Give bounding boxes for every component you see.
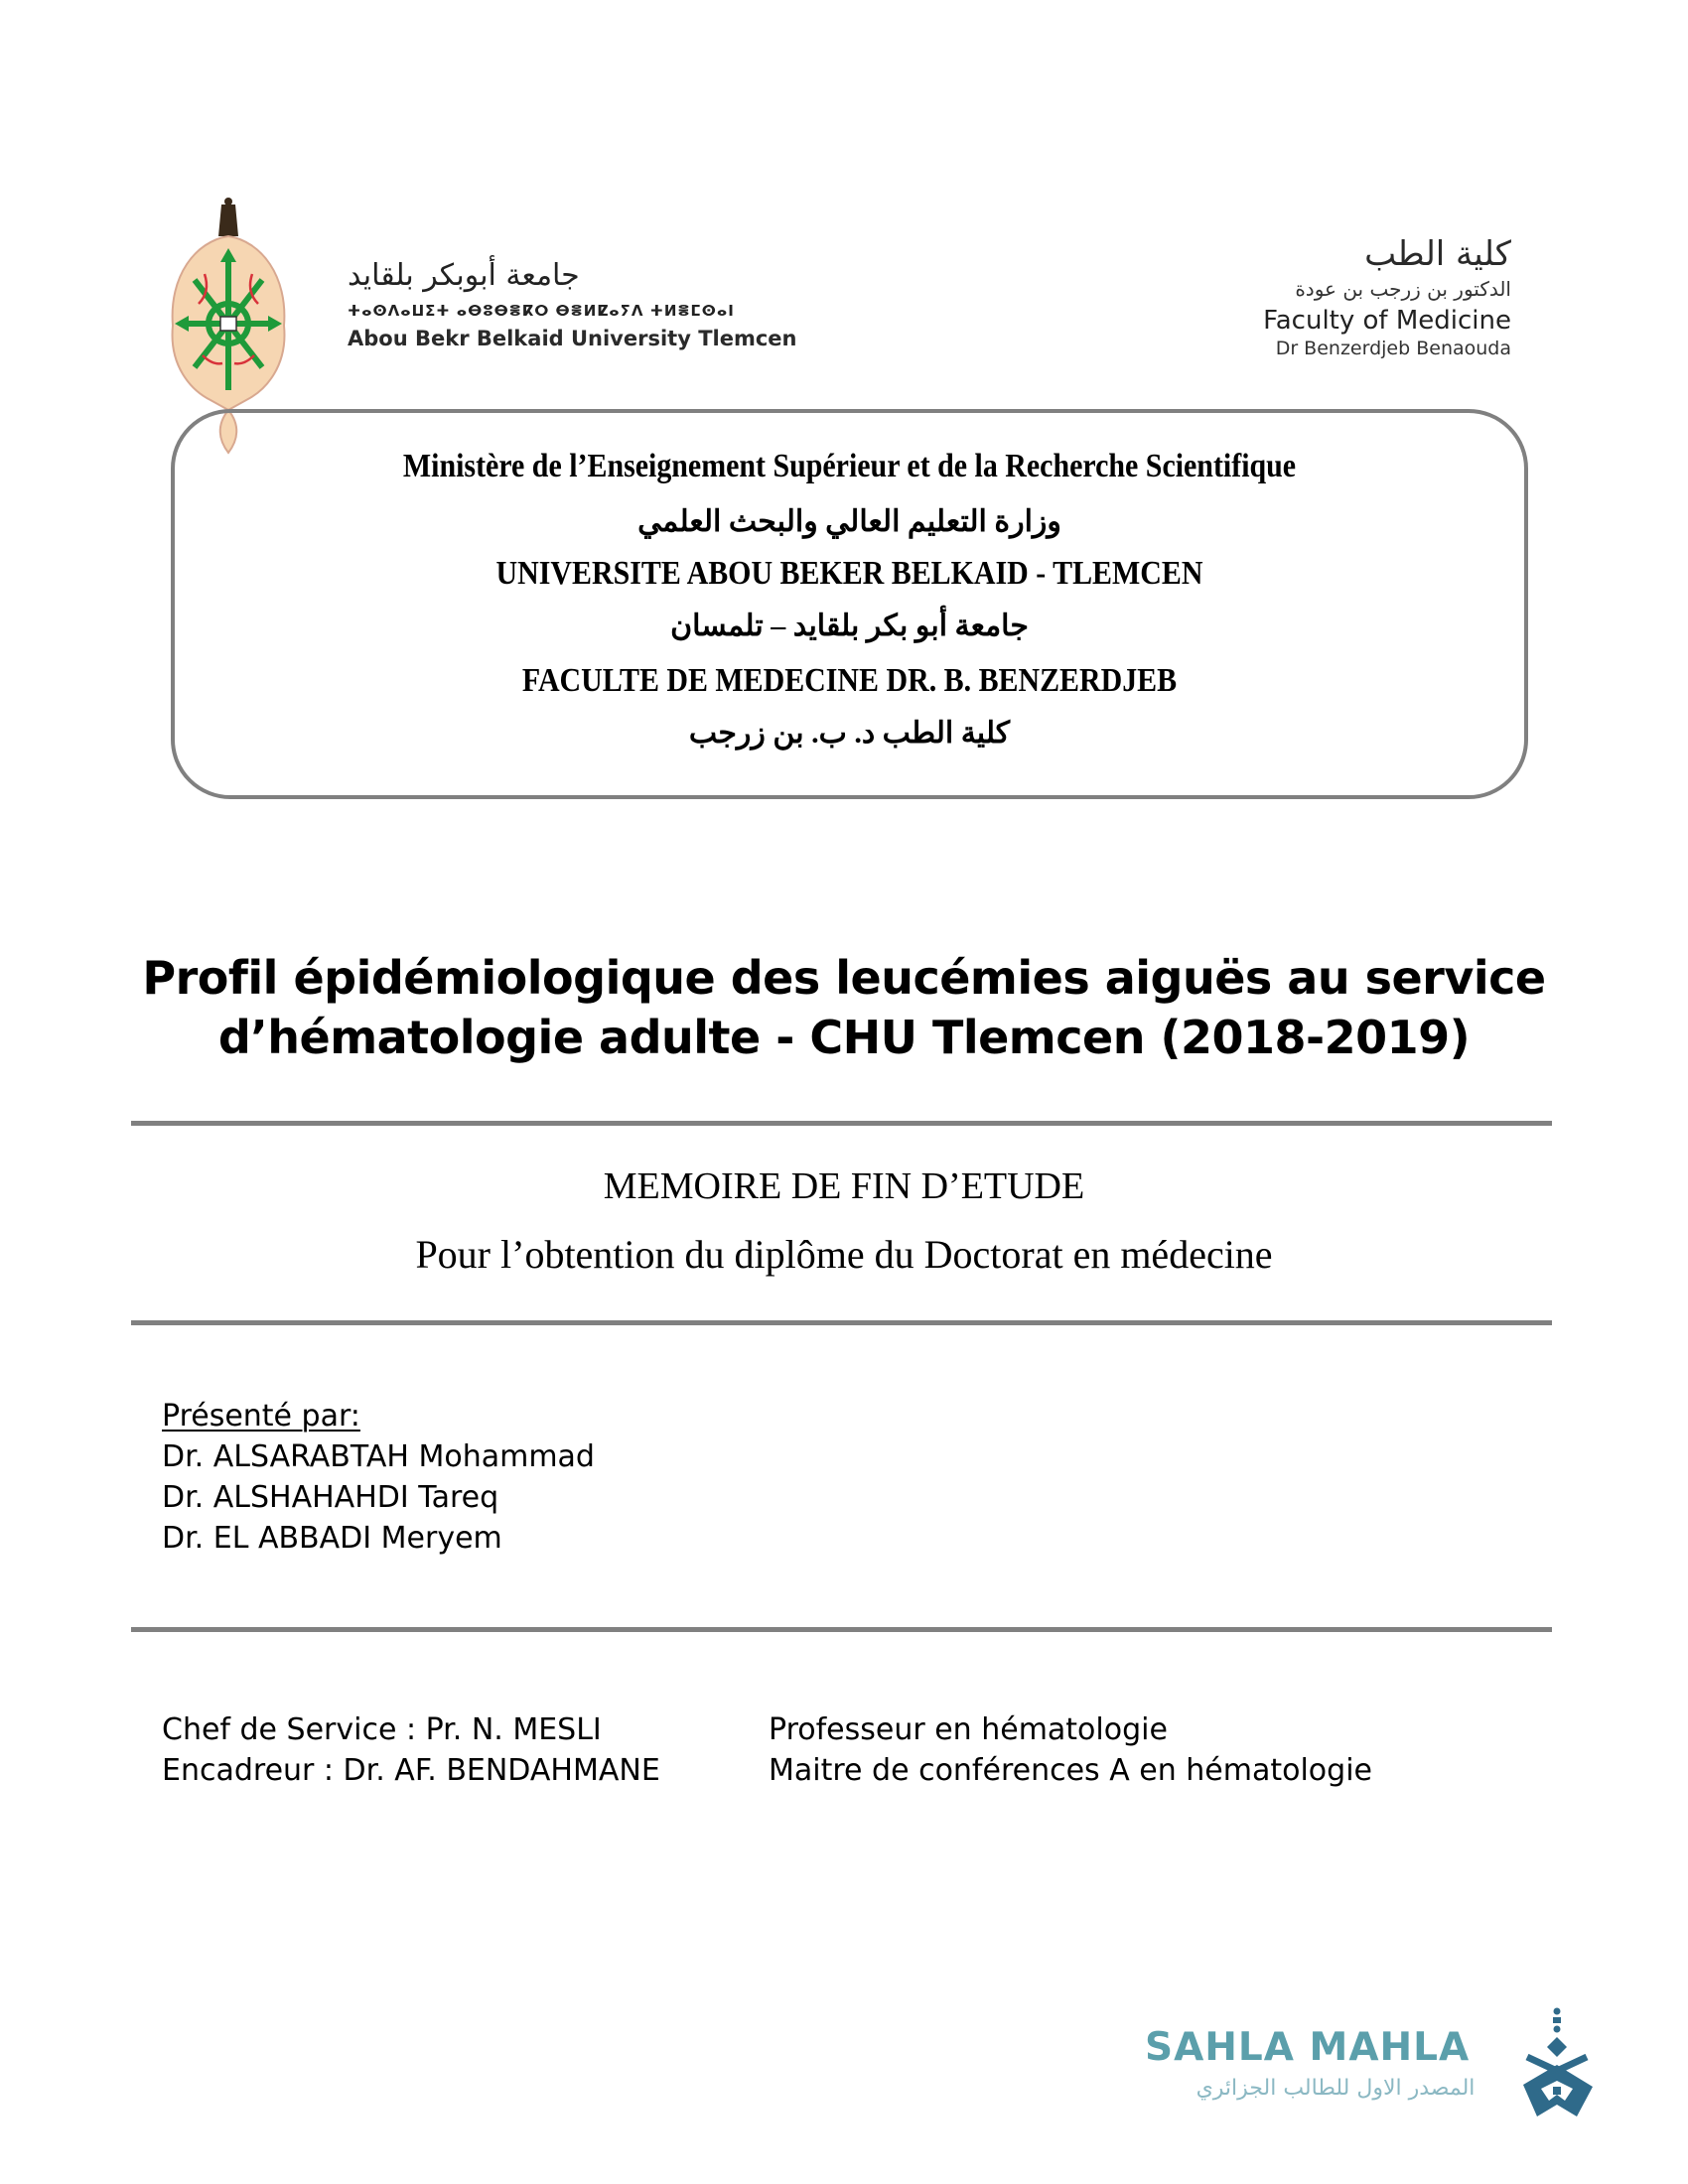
thesis-title-line-2: d’hématologie adulte - CHU Tlemcen (2018-2019) [217, 1011, 1471, 1064]
faculty-name-arabic-line: كلية الطب د. ب. بن زرجب [688, 717, 1011, 750]
staff-role: Encadreur : Dr. AF. BENDAHMANE [162, 1753, 660, 1788]
staff-title: Professeur en hématologie [769, 1712, 1168, 1747]
divider-rule [131, 1627, 1552, 1632]
ministry-name-arabic: وزارة التعليم العالي والبحث العلمي [637, 505, 1061, 538]
author-name: Dr. ALSARABTAH Mohammad [162, 1439, 595, 1474]
presented-by-label: Présenté par: [162, 1399, 360, 1433]
thesis-title [99, 948, 1589, 1067]
thesis-title-line-1: Profil épidémiologique des leucémies aiguës au service [142, 951, 1546, 1005]
faculty-subtitle-arabic: الدكتور بن زرجب بن عودة [1295, 277, 1511, 301]
faculty-name-arabic: كلية الطب [1364, 234, 1511, 274]
university-name-arabic-line: جامعة أبو بكر بلقايد – تلمسان [670, 610, 1029, 642]
university-name-french: UNIVERSITE ABOU BEKER BELKAID - TLEMCEN [495, 555, 1203, 592]
university-name-block [348, 256, 864, 353]
ministry-name-french: Ministère de l’Enseignement Supérieur et de la Recherche Scientifique [402, 448, 1297, 484]
presented-by-section [162, 1396, 595, 1559]
divider-rule [131, 1121, 1552, 1126]
faculty-subtitle-english: Dr Benzerdjeb Benaouda [1275, 338, 1511, 359]
staff-title: Maitre de conférences A en hématologie [769, 1753, 1372, 1788]
brand-name: SAHLA MAHLA [1145, 2025, 1471, 2070]
author-name: Dr. EL ABBADI Meryem [162, 1521, 502, 1556]
institutions-box [171, 409, 1528, 799]
memoire-heading: MEMOIRE DE FIN D’ETUDE [603, 1165, 1085, 1207]
sahla-mahla-brand [1142, 2020, 1599, 2119]
university-name-english: Abou Bekr Belkaid University Tlemcen [348, 327, 797, 350]
brand-tagline: المصدر الاول للطالب الجزائري [1196, 2076, 1476, 2101]
university-name-tifinagh: ⵜⴰⵙⴷⴰⵡⵉⵜ ⴰⴱⵓⴱⴻⴽⵔ ⴱⴻⵍⵇⴰⵢⴷ ⵜⵍⴻⵎⵙⴰⵏ [348, 302, 735, 320]
faculty-name-french: FACULTE DE MEDECINE DR. B. BENZERDJEB [521, 662, 1178, 699]
divider-rule [131, 1320, 1552, 1325]
author-name: Dr. ALSHAHAHDI Tareq [162, 1480, 499, 1515]
memoire-subheading: Pour l’obtention du diplôme du Doctorat en médecine [415, 1232, 1273, 1277]
university-name-arabic: جامعة أبوبكر بلقايد [348, 258, 580, 293]
sahla-mahla-logo-icon [1517, 2005, 1599, 2124]
faculty-name-block [1154, 233, 1511, 360]
staff-role: Chef de Service : Pr. N. MESLI [162, 1712, 602, 1747]
faculty-name-english: Faculty of Medicine [1263, 306, 1511, 336]
